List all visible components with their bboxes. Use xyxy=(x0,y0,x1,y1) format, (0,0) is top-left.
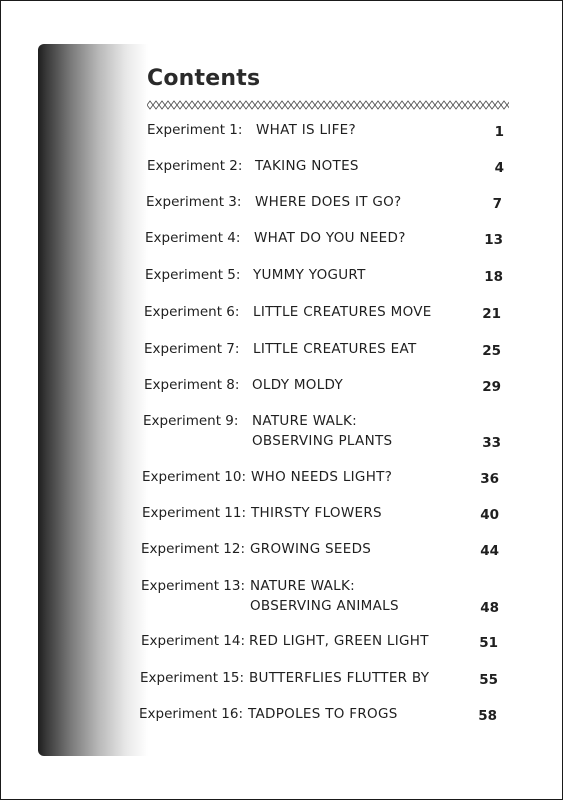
experiment-label: Experiment 13: xyxy=(141,578,246,594)
experiment-label: Experiment 3: xyxy=(146,194,242,210)
page-number: 51 xyxy=(479,635,498,651)
experiment-label: Experiment 4: xyxy=(145,230,241,246)
experiment-title: WHAT IS LIFE? xyxy=(256,122,356,138)
experiment-title: TADPOLES TO FROGS xyxy=(248,706,398,722)
experiment-label: Experiment 7: xyxy=(144,341,240,357)
experiment-title: NATURE WALK: xyxy=(252,413,357,429)
experiment-title: WHERE DOES IT GO? xyxy=(255,194,402,210)
page-number: 18 xyxy=(484,269,503,285)
experiment-label: Experiment 5: xyxy=(145,267,241,283)
page-number: 55 xyxy=(479,672,498,688)
experiment-title: NATURE WALK: xyxy=(250,578,355,594)
page-number: 13 xyxy=(484,232,503,248)
experiment-label: Experiment 15: xyxy=(140,670,245,686)
experiment-label: Experiment 16: xyxy=(139,706,244,722)
contents-heading: Contents xyxy=(147,66,261,91)
experiment-title: THIRSTY FLOWERS xyxy=(251,505,382,521)
experiment-label: Experiment 2: xyxy=(147,158,243,174)
experiment-label: Experiment 11: xyxy=(142,505,247,521)
page-number: 48 xyxy=(480,600,499,616)
experiment-label: Experiment 10: xyxy=(142,469,247,485)
experiment-title: RED LIGHT, GREEN LIGHT xyxy=(249,633,429,649)
experiment-label: Experiment 1: xyxy=(147,122,243,138)
experiment-title: LITTLE CREATURES MOVE xyxy=(253,304,432,320)
experiment-label: Experiment 8: xyxy=(144,377,240,393)
experiment-title: YUMMY YOGURT xyxy=(253,267,366,283)
page-number: 21 xyxy=(482,306,501,322)
page-number: 29 xyxy=(482,379,501,395)
page-number: 58 xyxy=(478,708,497,724)
experiment-title: BUTTERFLIES FLUTTER BY xyxy=(249,670,430,686)
experiment-title: OLDY MOLDY xyxy=(252,377,344,393)
page-number: 36 xyxy=(480,471,499,487)
experiment-label: Experiment 14: xyxy=(141,633,246,649)
binding-shadow xyxy=(38,44,148,756)
experiment-title: LITTLE CREATURES EAT xyxy=(253,341,417,357)
page-number: 33 xyxy=(482,435,501,451)
page-number: 4 xyxy=(494,160,504,176)
experiment-title: GROWING SEEDS xyxy=(250,541,372,557)
experiment-title: WHAT DO YOU NEED? xyxy=(254,230,406,246)
page-number: 25 xyxy=(482,343,501,359)
experiment-label: Experiment 9: xyxy=(143,413,239,429)
page-number: 1 xyxy=(494,124,504,140)
page-number: 44 xyxy=(480,543,499,559)
page-number: 7 xyxy=(492,196,502,212)
experiment-title-line2: OBSERVING ANIMALS xyxy=(250,598,399,614)
experiment-label: Experiment 12: xyxy=(141,541,246,557)
experiment-title-line2: OBSERVING PLANTS xyxy=(252,433,393,449)
experiment-label: Experiment 6: xyxy=(144,304,240,320)
experiment-title: WHO NEEDS LIGHT? xyxy=(251,469,393,485)
page-number: 40 xyxy=(480,507,499,523)
experiment-title: TAKING NOTES xyxy=(255,158,359,174)
zigzag-divider xyxy=(147,100,509,110)
